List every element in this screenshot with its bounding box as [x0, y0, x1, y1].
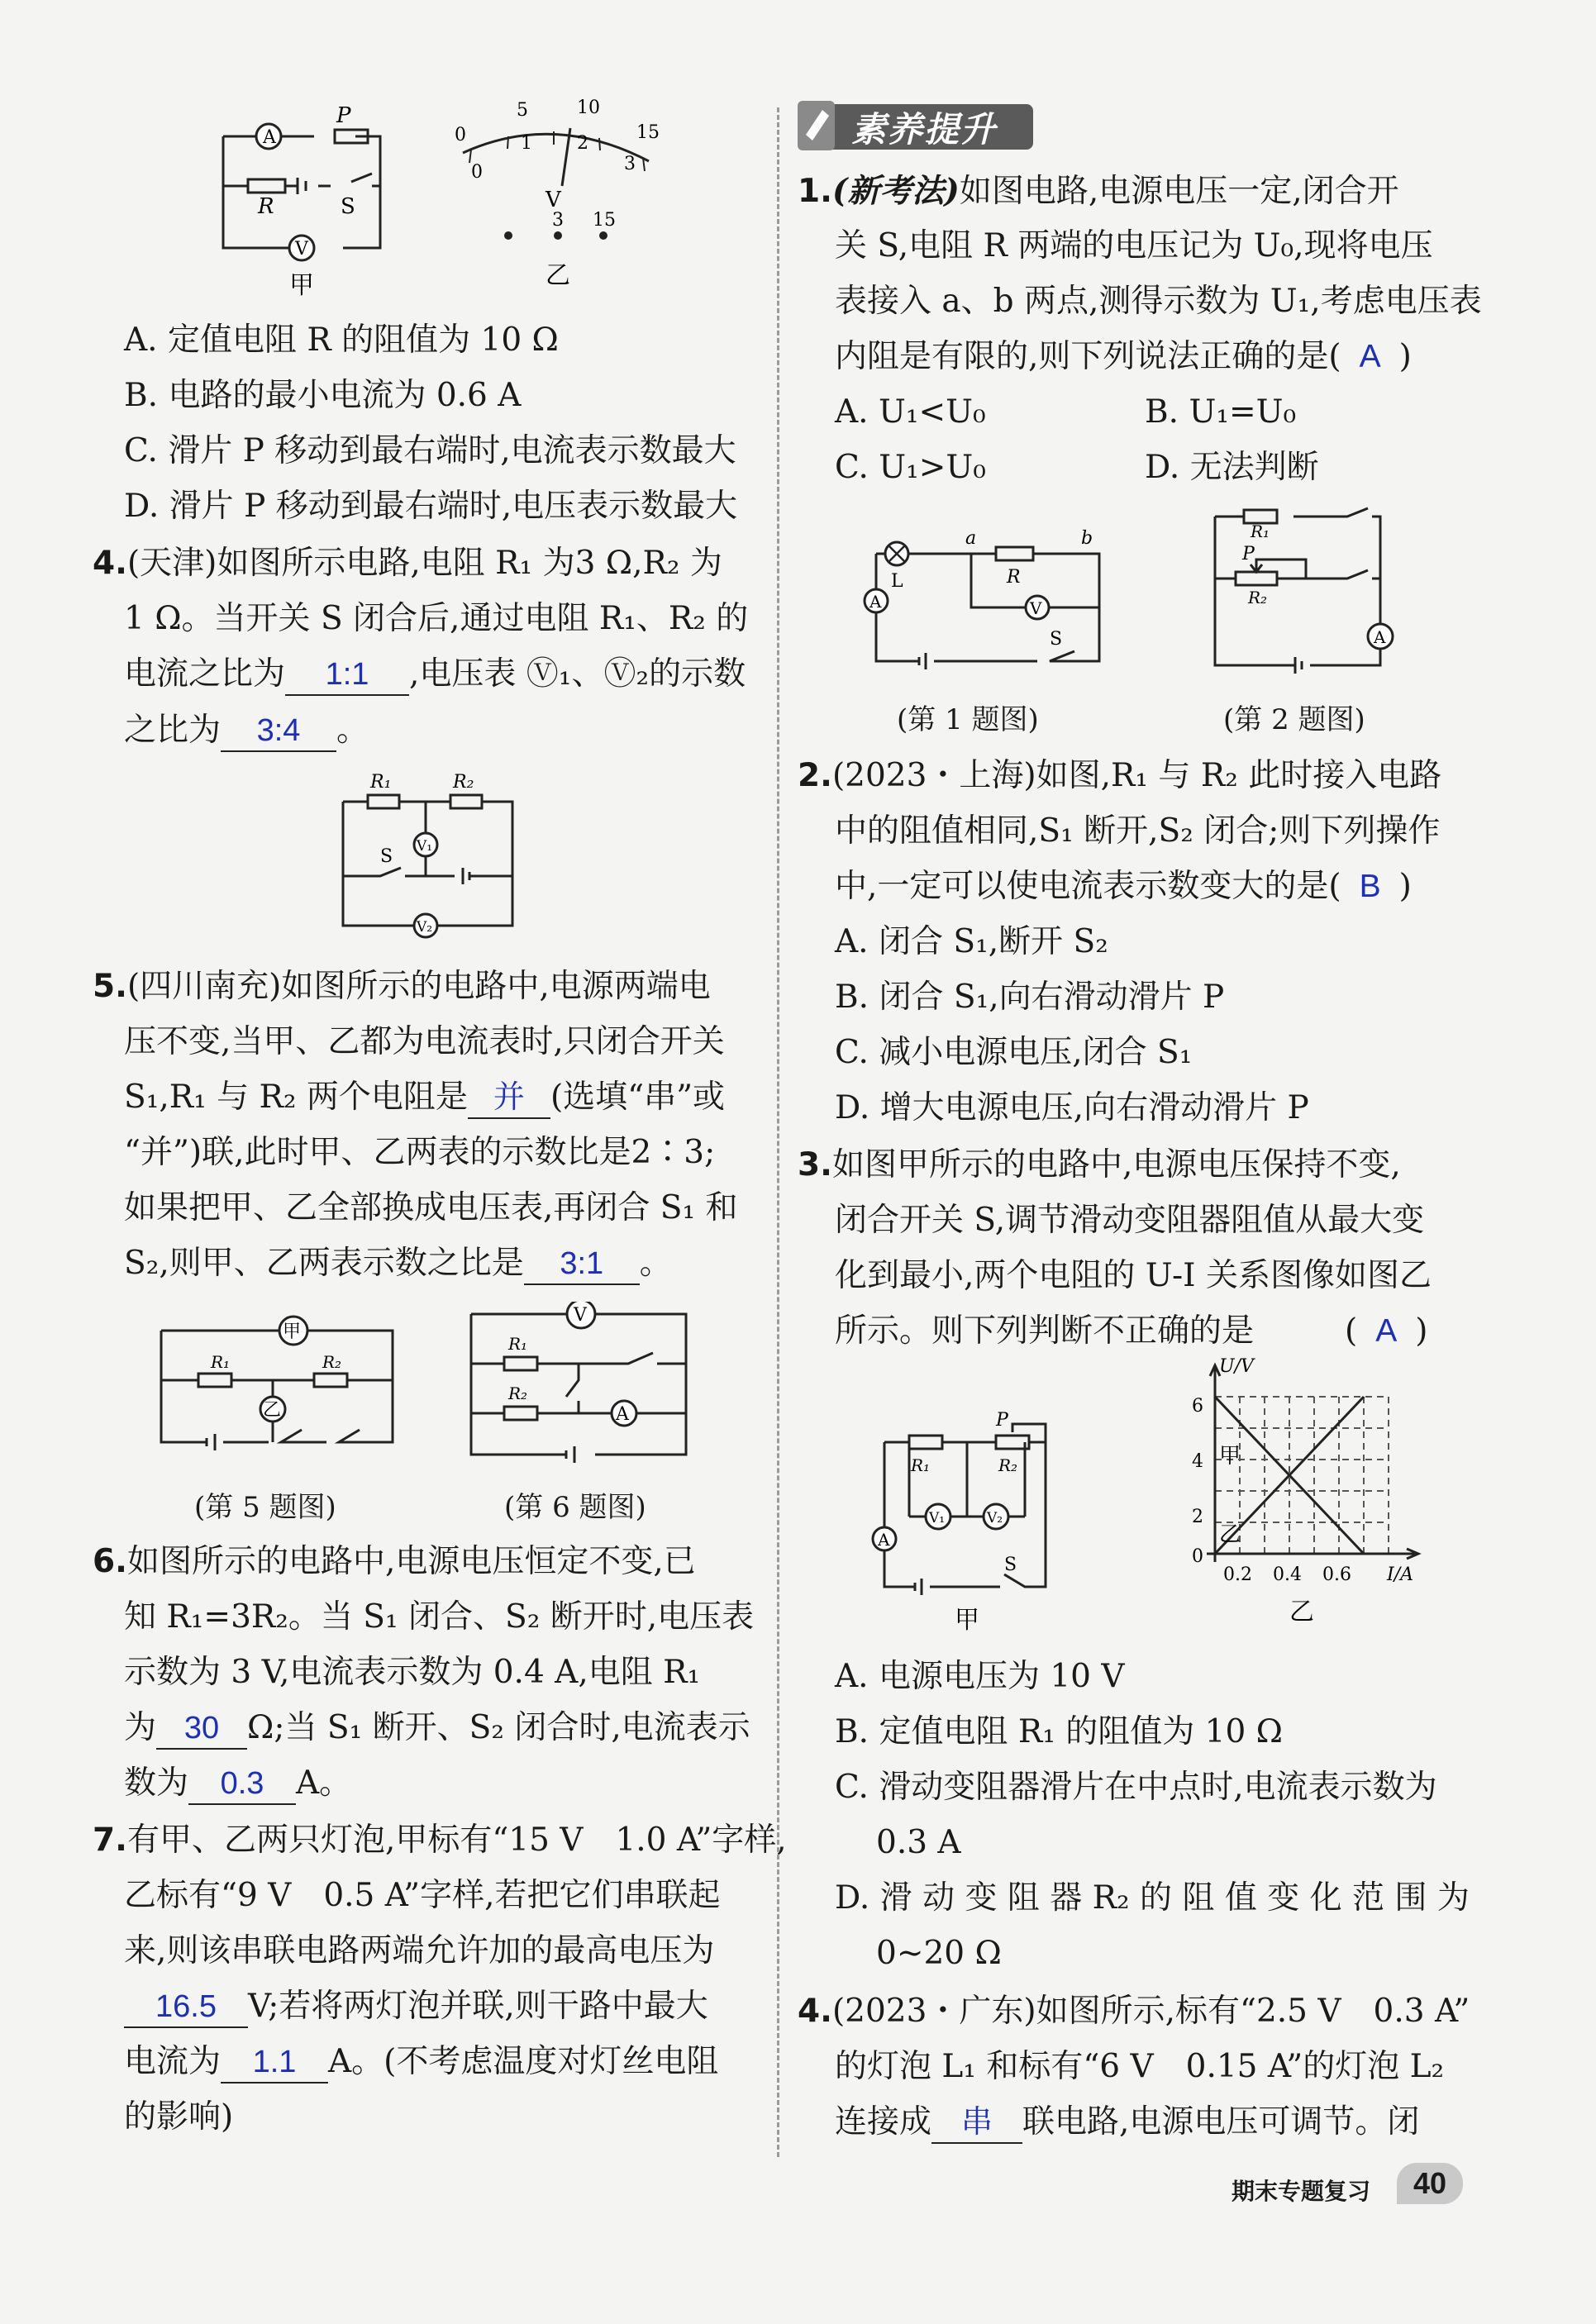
r3-line-4: [835, 1312, 1427, 1351]
q5-answer-2: 3:1: [524, 1244, 640, 1285]
section-title: 素养提升: [851, 109, 998, 150]
r1-text-1: 如图电路,电源电压一定,闭合开: [959, 173, 1399, 210]
q5-line-6: [124, 1244, 672, 1285]
r2-text-1: (2023・上海)如图,R₁ 与 R₂ 此时接入电路: [831, 757, 1442, 794]
dial-bottom-1: 1: [521, 133, 532, 154]
q6-text-3: 示数为 3 V,电流表示数为 0.4 A,电阻 R₁: [124, 1654, 701, 1691]
r4-line-1: [798, 1992, 1470, 2031]
r2-answer: B: [1359, 869, 1381, 904]
ammeter-symbol: A: [263, 127, 276, 148]
r3-number: 3.: [798, 1146, 832, 1183]
q5-number: 5.: [93, 968, 127, 1005]
q5-text-4: “并”)联,此时甲、乙两表的示数比是2∶3;: [124, 1134, 716, 1171]
fig-jia-label: 甲: [289, 271, 314, 300]
r1-r-label: R: [1007, 567, 1021, 588]
r2-circuit-figure: [1203, 500, 1401, 682]
q6-caption: (第 6 题图): [504, 1491, 646, 1524]
r3-ui-graph: [1190, 1355, 1430, 1636]
q6-text-1: 如图所示的电路中,电源电压恒定不变,已: [126, 1543, 696, 1580]
r1-number: 1.: [798, 173, 832, 210]
q4-text-2: 1 Ω。当开关 S 闭合后,通过电阻 R₁、R₂ 的: [124, 600, 749, 637]
q6-r2-label: R₂: [508, 1383, 528, 1403]
graph-ytick-0: 0: [1192, 1546, 1203, 1567]
q4-r1-label: R₁: [370, 772, 392, 793]
r3-text-2: 闭合开关 S,调节滑动变阻器阻值从最大变: [835, 1202, 1425, 1239]
r2-text-2: 中的阻值相同,S₁ 断开,S₂ 闭合;则下列操作: [835, 812, 1441, 850]
q4-line-3: [124, 655, 746, 696]
r1-point-b: b: [1081, 528, 1093, 549]
r1-text-4a: 内阻是有限的,则下列说法正确的是(: [835, 338, 1341, 375]
prev-option-d: D. 滑片 P 移动到最右端时,电压表示数最大: [124, 488, 738, 525]
q4-v1-symbol: V₁: [417, 838, 433, 855]
graph-ytick-2: 2: [1192, 1507, 1203, 1527]
r2-line-3: [835, 867, 1412, 907]
q5-line-1: [93, 967, 711, 1007]
q6-text-4a: 为: [124, 1709, 157, 1746]
graph-series-jia: 甲: [1219, 1444, 1241, 1469]
q7-text-1: 有甲、乙两只灯泡,甲标有“15 V 1.0 A”字样,: [126, 1822, 787, 1859]
graph-xtick-02: 0.2: [1223, 1564, 1252, 1585]
q5-text-2: 压不变,当甲、乙都为电流表时,只闭合开关: [124, 1023, 725, 1060]
r3-r2-label: R₂: [998, 1455, 1018, 1475]
q7-text-3: 来,则该串联电路两端允许加的最高电压为: [124, 1932, 715, 1969]
q4-s-label: S: [380, 846, 393, 867]
column-divider: [777, 107, 779, 2157]
resistor-r-label: R: [258, 194, 274, 219]
graph-ytick-6: 6: [1192, 1396, 1203, 1417]
q5-meter-jia: 甲: [283, 1322, 302, 1342]
q7-text-4: V;若将两灯泡并联,则干路中最大: [248, 1988, 708, 2025]
q6-text-2: 知 R₁=3R₂。当 S₁ 闭合、S₂ 断开时,电压表: [124, 1598, 755, 1636]
r3-text-1: 如图甲所示的电路中,电源电压保持不变,: [831, 1146, 1401, 1183]
r4-text-1: (2023・广东)如图所示,标有“2.5 V 0.3 A”: [831, 1993, 1470, 2030]
fig-yi-label: 乙: [545, 261, 570, 290]
r1-lamp-label: L: [891, 571, 903, 592]
r1-text-4b: ): [1398, 338, 1412, 375]
graph-ytick-4: 4: [1192, 1451, 1203, 1472]
r3-p-label: P: [996, 1410, 1008, 1431]
r2-p-label: P: [1242, 544, 1255, 564]
q4-line-4: [124, 711, 369, 752]
q6-r1-label: R₁: [508, 1334, 528, 1354]
graph-ylabel: U/V: [1219, 1356, 1254, 1377]
footer-label: 期末专题复习: [1232, 2178, 1371, 2205]
q5-caption: (第 5 题图): [194, 1491, 336, 1524]
r1-text-2: 关 S,电阻 R 两端的电压记为 U₀,现将电压: [835, 227, 1433, 264]
r4-line-3: [835, 2103, 1419, 2144]
q4-text-4b: 。: [336, 712, 369, 749]
slider-p-label: P: [336, 103, 351, 128]
r3-line-1: [798, 1145, 1401, 1185]
q5-circuit-figure: [157, 1306, 405, 1479]
r3-text-4a: 所示。则下列判断不正确的是: [835, 1312, 1255, 1350]
dial-top-5: 5: [517, 100, 528, 121]
page-number: 40: [1397, 2163, 1463, 2204]
q7-text-5b: A。(不考虑温度对灯丝电阻: [328, 2043, 719, 2080]
q4-line-1: [93, 544, 722, 583]
r2-option-a: A. 闭合 S₁,断开 S₂: [835, 923, 1108, 960]
r2-text-3b: ): [1398, 868, 1412, 905]
q4-answer-1: 1:1: [285, 655, 409, 696]
r2-option-b: B. 闭合 S₁,向右滑动滑片 P: [835, 979, 1225, 1016]
q5-text-6a: S₂,则甲、乙两表示数之比是: [124, 1245, 524, 1282]
q6-line-1: [93, 1542, 696, 1582]
r2-line-1: [798, 756, 1441, 796]
q4-v2-symbol: V₂: [417, 919, 433, 936]
r1-text-3: 表接入 a、b 两点,测得示数为 U₁,考虑电压表: [835, 283, 1482, 320]
r1-option-d: D. 无法判断: [1145, 449, 1319, 486]
q6-answer-1: 30: [156, 1708, 247, 1750]
r2-text-3a: 中,一定可以使电流表示数变大的是(: [835, 868, 1341, 905]
r4-number: 4.: [798, 1993, 832, 2030]
r2-caption: (第 2 题图): [1223, 703, 1365, 736]
voltmeter-symbol: V: [295, 239, 308, 260]
r3-option-c: C. 滑动变阻器滑片在中点时,电流表示数为: [835, 1769, 1437, 1806]
r1-circuit-figure: [851, 521, 1116, 686]
r3-option-d-cont: 0~20 Ω: [876, 1935, 1002, 1972]
dial-bottom-3: 3: [624, 154, 636, 174]
q7-text-2: 乙标有“9 V 0.5 A”字样,若把它们串联起: [124, 1877, 721, 1914]
prev-option-c: C. 滑片 P 移动到最右端时,电流表示数最大: [124, 432, 736, 469]
r1-s-label: S: [1050, 629, 1063, 650]
q5-answer-1: 并: [468, 1078, 550, 1119]
r1-line-4: [835, 337, 1412, 377]
graph-xtick-06: 0.6: [1322, 1564, 1351, 1585]
r1-ammeter: A: [869, 592, 882, 612]
graph-xlabel: I/A: [1387, 1564, 1413, 1585]
q6-text-4b: Ω;当 S₁ 断开、S₂ 闭合时,电流表示: [247, 1709, 750, 1746]
q7-text-7: 的影响): [124, 2098, 234, 2136]
r1-option-a: A. U₁<U₀: [835, 393, 986, 431]
q4-text-3a: 电流之比为: [124, 655, 286, 693]
r2-option-c: C. 减小电源电压,闭合 S₁: [835, 1034, 1193, 1071]
q4-number: 4.: [93, 545, 127, 582]
q7-answer-2: 1.1: [221, 2042, 328, 2084]
prev-option-b: B. 电路的最小电流为 0.6 A: [124, 377, 522, 414]
q5-r2-label: R₂: [322, 1352, 342, 1372]
r4-text-3b: 联电路,电源电压可调节。闭: [1022, 2103, 1420, 2141]
r3-s-label: S: [1004, 1555, 1017, 1575]
q4-text-1: (天津)如图所示电路,电阻 R₁ 为3 Ω,R₂ 为: [126, 545, 722, 582]
q4-circuit-figure: [331, 764, 529, 946]
r3-text-4b: (: [1345, 1312, 1358, 1350]
q5-text-3b: (选填“串”或: [550, 1079, 726, 1116]
q4-text-3b: ,电压表 Ⓥ₁、Ⓥ₂的示数: [409, 655, 746, 693]
r4-text-3a: 连接成: [835, 2103, 932, 2141]
q6-text-5b: A。: [296, 1764, 352, 1802]
r1-voltmeter: V: [1030, 598, 1042, 618]
q6-circuit-figure: [463, 1302, 703, 1483]
graph-xtick-04: 0.4: [1273, 1564, 1302, 1585]
q4-answer-2: 3:4: [221, 711, 336, 752]
q5-text-5: 如果把甲、乙全部换成电压表,再闭合 S₁ 和: [124, 1189, 738, 1226]
r1-answer: A: [1359, 339, 1381, 374]
r2-ammeter: A: [1374, 627, 1386, 647]
r2-r2-label: R₂: [1248, 588, 1268, 607]
r3-circuit-figure: [860, 1409, 1074, 1632]
r1-tag: (新考法): [831, 172, 960, 210]
q6-answer-2: 0.3: [188, 1764, 296, 1805]
dial-top-15: 15: [636, 122, 660, 143]
q7-line-1: [93, 1821, 787, 1860]
q5-text-3a: S₁,R₁ 与 R₂ 两个电阻是: [124, 1079, 468, 1116]
terminal-15: 15: [593, 210, 616, 231]
r3-answer: A: [1375, 1313, 1398, 1349]
q6-ammeter: A: [616, 1404, 629, 1425]
q7-line-4: [124, 1987, 708, 2028]
r3-fig-jia: 甲: [955, 1606, 979, 1632]
r1-point-a: a: [965, 528, 977, 549]
dial-top-10: 10: [577, 98, 600, 118]
q6-text-5a: 数为: [124, 1764, 189, 1802]
q4-r2-label: R₂: [453, 772, 474, 793]
r3-ammeter: A: [878, 1530, 890, 1550]
r4-answer: 串: [931, 2103, 1022, 2144]
voltmeter-dial-figure: [446, 95, 669, 302]
q5-meter-yi: 乙: [263, 1400, 282, 1421]
dial-bottom-2: 2: [577, 133, 588, 154]
q6-voltmeter: V: [574, 1305, 587, 1326]
r2-number: 2.: [798, 757, 832, 794]
r3-option-c-cont: 0.3 A: [876, 1824, 961, 1861]
q6-line-5: [124, 1764, 351, 1805]
r3-option-d: D. 滑 动 变 阻 器 R₂ 的 阻 值 变 化 范 围 为: [835, 1879, 1470, 1917]
q6-number: 6.: [93, 1543, 127, 1580]
q5-text-1: (四川南充)如图所示的电路中,电源两端电: [126, 968, 711, 1005]
r3-option-b: B. 定值电阻 R₁ 的阻值为 10 Ω: [835, 1713, 1284, 1750]
switch-s-label: S: [341, 194, 355, 219]
r1-caption: (第 1 题图): [897, 703, 1039, 736]
r3-v2: V₂: [987, 1510, 1003, 1526]
r3-r1-label: R₁: [911, 1455, 931, 1475]
q5-line-3: [124, 1078, 725, 1119]
r1-option-b: B. U₁=U₀: [1145, 393, 1297, 431]
terminal-3: 3: [552, 210, 564, 231]
graph-series-yi: 乙: [1219, 1522, 1241, 1547]
r3-text-3: 化到最小,两个电阻的 U-I 关系图像如图乙: [835, 1257, 1432, 1294]
q5-r1-label: R₁: [211, 1352, 231, 1372]
r1-option-c: C. U₁>U₀: [835, 449, 986, 486]
prev-option-a: A. 定值电阻 R 的阻值为 10 Ω: [124, 321, 559, 359]
q4-text-4a: 之比为: [124, 712, 222, 749]
r2-option-d: D. 增大电源电压,向右滑动滑片 P: [835, 1089, 1309, 1126]
r2-r1-label: R₁: [1251, 521, 1270, 541]
dial-unit: V: [545, 188, 561, 212]
dial-bottom-0: 0: [471, 162, 483, 183]
r3-option-a: A. 电源电压为 10 V: [835, 1658, 1125, 1695]
top-circuit-figure: [198, 99, 405, 306]
q5-text-6b: 。: [639, 1245, 672, 1282]
dial-top-0: 0: [455, 125, 466, 145]
r3-v1: V₁: [929, 1510, 946, 1526]
q6-line-4: [124, 1708, 750, 1750]
r3-text-4c: ): [1415, 1312, 1428, 1350]
r4-text-2: 的灯泡 L₁ 和标有“6 V 0.15 A”的灯泡 L₂: [835, 2048, 1445, 2085]
q7-line-5: [124, 2042, 718, 2084]
r1-line-1: [798, 171, 1399, 212]
q7-number: 7.: [93, 1822, 127, 1859]
q7-text-5a: 电流为: [124, 2043, 222, 2080]
q7-answer-1: 16.5: [124, 1987, 248, 2028]
r3-fig-yi: 乙: [1289, 1598, 1314, 1626]
